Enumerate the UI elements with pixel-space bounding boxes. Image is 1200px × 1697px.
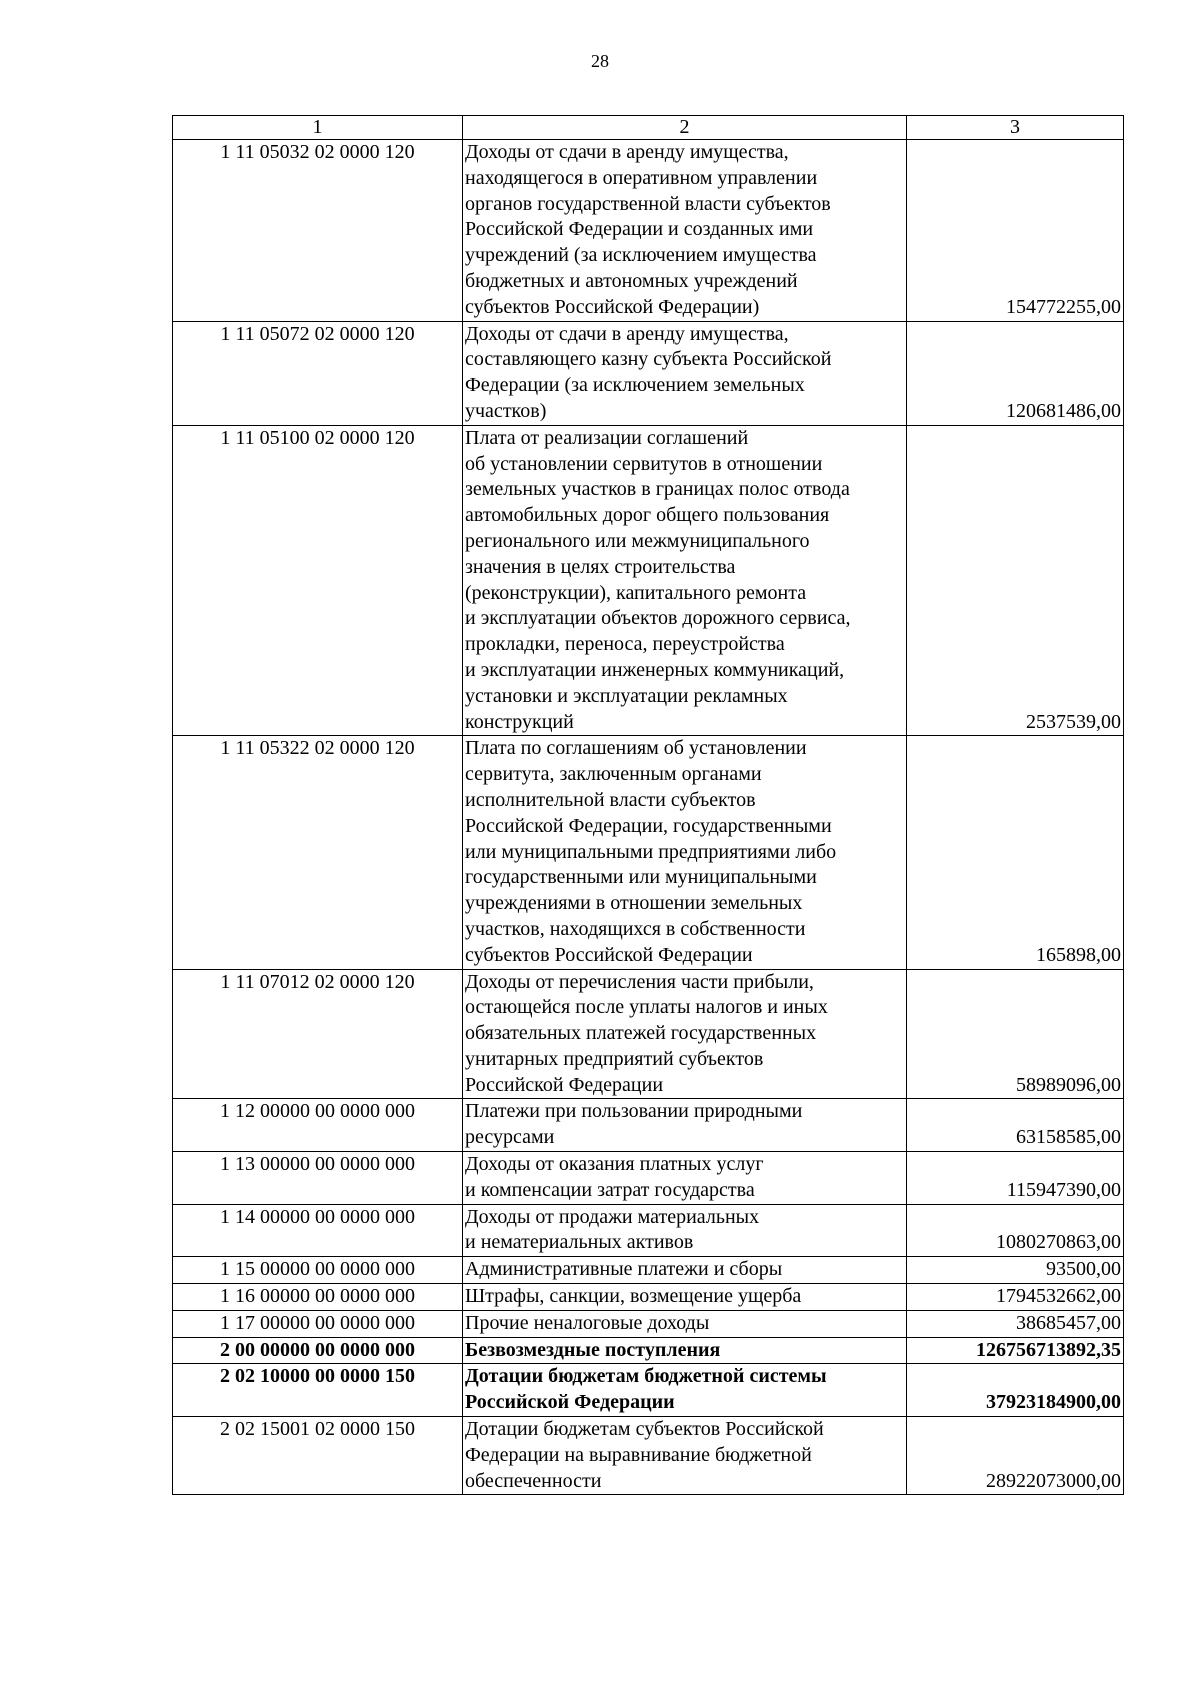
- column-header-amount: 3: [907, 116, 1124, 140]
- budget-code-cell: 2 00 00000 00 0000 000: [173, 1337, 463, 1364]
- revenue-name-cell: Плата от реализации соглашений об установлении сервитутов в отношении земельных участков в границах полос отвода автомобильных дорог общего пользования регионального или межмуниципального значения в целях строительства (реконструкции), капитального ремонта и эксплуатации объектов дорожного сервиса, прокладки, переноса, переустройства и эксплуатации инженерных коммуникаций, установки и эксплуатации рекламных конструкций: [463, 425, 907, 736]
- table-row: [173, 1337, 1124, 1364]
- amount-cell: 58989096,00: [907, 969, 1124, 1099]
- amount-cell: 38685457,00: [907, 1310, 1124, 1337]
- revenue-name-cell: Доходы от перечисления части прибыли, остающейся после уплаты налогов и иных обязательных платежей государственных унитарных предприятий субъектов Российской Федерации: [463, 969, 907, 1099]
- amount-cell: 1794532662,00: [907, 1284, 1124, 1311]
- amount-cell: 28922073000,00: [907, 1417, 1124, 1495]
- revenue-name-cell: Доходы от сдачи в аренду имущества, находящегося в оперативном управлении органов государственной власти субъектов Российской Федерации и созданных ими учреждений (за исключением имущества бюджетных и автономных учреждений субъектов Российской Федерации): [463, 140, 907, 322]
- table-row: [173, 969, 1124, 1099]
- amount-cell: 120681486,00: [907, 321, 1124, 425]
- amount-cell: 37923184900,00: [907, 1364, 1124, 1417]
- table-row: [173, 1417, 1124, 1495]
- revenue-name-cell: Плата по соглашениям об установлении сервитута, заключенным органами исполнительной власти субъектов Российской Федерации, государственными или муниципальными предприятиями либо государственными или муниципальными учреждениями в отношении земельных участков, находящихся в собственности субъектов Российской Федерации: [463, 736, 907, 969]
- budget-code-cell: 1 15 00000 00 0000 000: [173, 1257, 463, 1284]
- amount-cell: 165898,00: [907, 736, 1124, 969]
- revenue-name-cell: Доходы от оказания платных услуг и компенсации затрат государства: [463, 1152, 907, 1205]
- table-header-row: [173, 116, 1124, 140]
- budget-code-cell: 1 11 05072 02 0000 120: [173, 321, 463, 425]
- budget-code-cell: 1 12 00000 00 0000 000: [173, 1099, 463, 1152]
- revenue-name-cell: Дотации бюджетам бюджетной системы Российской Федерации: [463, 1364, 907, 1417]
- budget-code-cell: 1 11 07012 02 0000 120: [173, 969, 463, 1099]
- table-row: [173, 1364, 1124, 1417]
- budget-code-cell: 1 11 05322 02 0000 120: [173, 736, 463, 969]
- amount-cell: 93500,00: [907, 1257, 1124, 1284]
- page-number: 28: [591, 51, 609, 71]
- budget-code-cell: 2 02 15001 02 0000 150: [173, 1417, 463, 1495]
- budget-code-cell: 1 11 05032 02 0000 120: [173, 140, 463, 322]
- revenue-name-cell: Штрафы, санкции, возмещение ущерба: [463, 1284, 907, 1311]
- table-row: [173, 140, 1124, 322]
- table-row: [173, 1204, 1124, 1257]
- revenue-name-cell: Прочие неналоговые доходы: [463, 1310, 907, 1337]
- table-row: [173, 1310, 1124, 1337]
- table-row: [173, 425, 1124, 736]
- budget-code-cell: 1 14 00000 00 0000 000: [173, 1204, 463, 1257]
- table-row: [173, 1284, 1124, 1311]
- budget-code-cell: 1 11 05100 02 0000 120: [173, 425, 463, 736]
- column-header-code: 1: [173, 116, 463, 140]
- amount-cell: 2537539,00: [907, 425, 1124, 736]
- revenue-name-cell: Административные платежи и сборы: [463, 1257, 907, 1284]
- column-header-name: 2: [463, 116, 907, 140]
- table-row: [173, 736, 1124, 969]
- revenue-name-cell: Безвозмездные поступления: [463, 1337, 907, 1364]
- budget-code-cell: 1 17 00000 00 0000 000: [173, 1310, 463, 1337]
- revenue-name-cell: Доходы от продажи материальных и нематериальных активов: [463, 1204, 907, 1257]
- table-body: [173, 116, 1124, 1495]
- budget-code-cell: 1 16 00000 00 0000 000: [173, 1284, 463, 1311]
- revenue-table: [172, 115, 1124, 1495]
- revenue-name-cell: Платежи при пользовании природными ресурсами: [463, 1099, 907, 1152]
- amount-cell: 115947390,00: [907, 1152, 1124, 1205]
- table-row: [173, 321, 1124, 425]
- amount-cell: 154772255,00: [907, 140, 1124, 322]
- revenue-name-cell: Дотации бюджетам субъектов Российской Федерации на выравнивание бюджетной обеспеченности: [463, 1417, 907, 1495]
- amount-cell: 1080270863,00: [907, 1204, 1124, 1257]
- amount-cell: 63158585,00: [907, 1099, 1124, 1152]
- table-row: [173, 1257, 1124, 1284]
- budget-code-cell: 2 02 10000 00 0000 150: [173, 1364, 463, 1417]
- table-row: [173, 1099, 1124, 1152]
- amount-cell: 126756713892,35: [907, 1337, 1124, 1364]
- revenue-name-cell: Доходы от сдачи в аренду имущества, составляющего казну субъекта Российской Федерации (за исключением земельных участков): [463, 321, 907, 425]
- table-row: [173, 1152, 1124, 1205]
- budget-code-cell: 1 13 00000 00 0000 000: [173, 1152, 463, 1205]
